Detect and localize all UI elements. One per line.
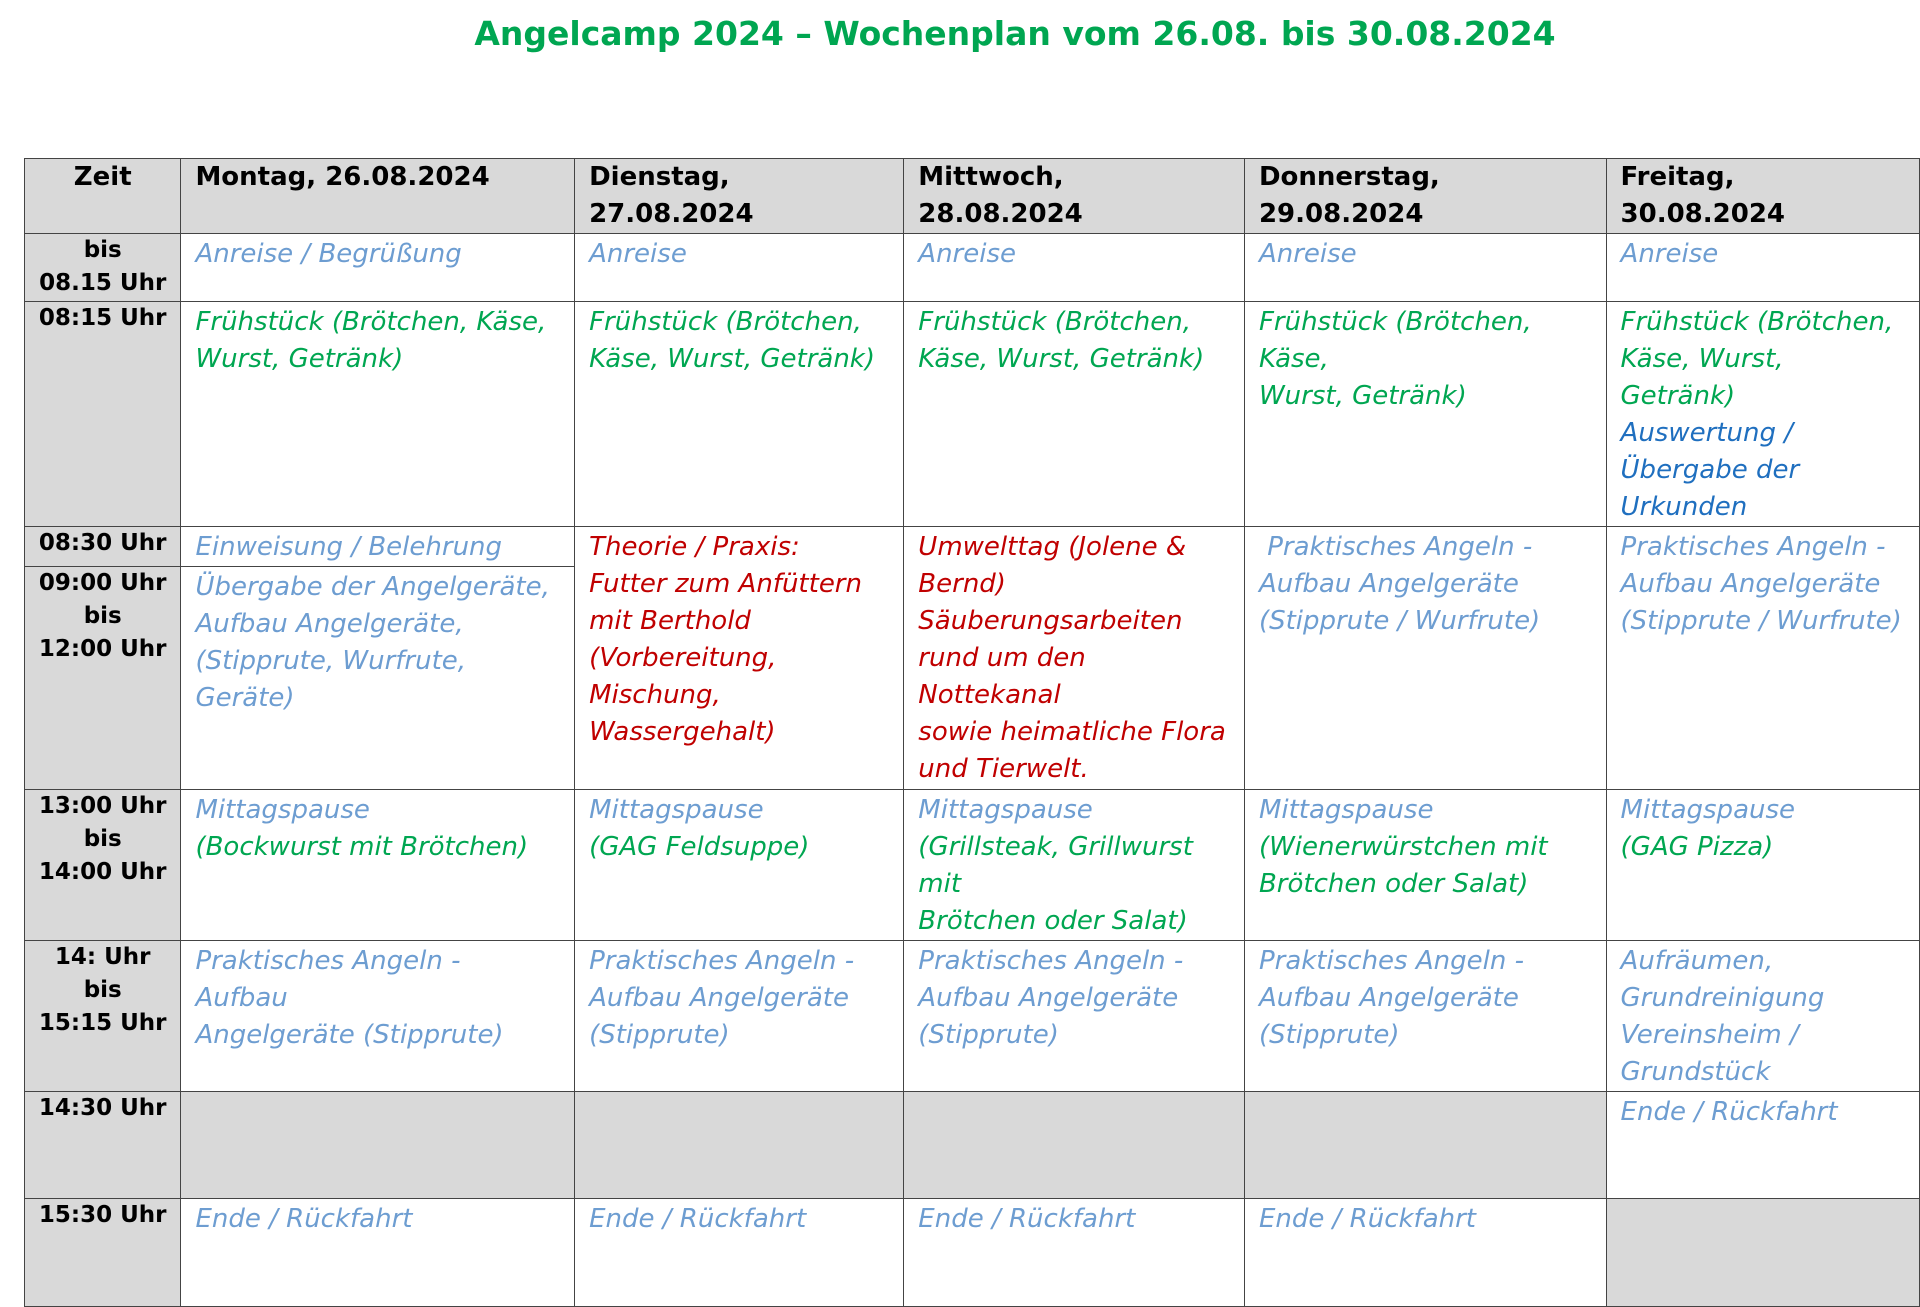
text-line: Praktisches Angeln - [1258, 532, 1533, 562]
cell-lunch-friday [1606, 790, 1919, 941]
text-line: Praktisches Angeln - [1258, 946, 1524, 976]
text-line: Futter zum Anfüttern [589, 569, 862, 599]
header-day-friday: Freitag, 30.08.2024 [1606, 159, 1919, 234]
empty-cell [575, 1092, 904, 1199]
text-line: (Stipprute / Wurfrute) [1258, 606, 1541, 636]
text-line: Praktisches Angeln - [1620, 532, 1886, 562]
row-afternoon [25, 941, 1920, 1092]
text-line: Bernd) [918, 569, 1006, 599]
text-line: Praktisches Angeln - [589, 946, 855, 976]
cell-morning-thursday [1244, 527, 1606, 790]
cell-end-thursday: Ende / Rückfahrt [1244, 1199, 1606, 1307]
cell-arrival-monday: Anreise / Begrüßung [181, 234, 575, 302]
empty-cell [181, 1092, 575, 1199]
cell-arrival-friday: Anreise [1606, 234, 1919, 302]
row-breakfast [25, 302, 1920, 527]
header-row [25, 159, 1920, 234]
time-line: 14:30 Uhr [38, 1095, 167, 1121]
time-cell [25, 234, 181, 302]
page-title: Angelcamp 2024 – Wochenplan vom 26.08. bis 30.08.2024 [474, 14, 1556, 53]
time-line: 15:15 Uhr [38, 1010, 167, 1036]
header-day-thursday: Donnerstag, 29.08.2024 [1244, 159, 1606, 234]
cell-afternoon-wednesday [904, 941, 1245, 1092]
text-line: (GAG Feldsuppe) [589, 832, 810, 862]
time-line: 14:00 Uhr [38, 859, 167, 885]
text-line: (GAG Pizza) [1620, 832, 1774, 862]
time-line: 12:00 Uhr [38, 636, 167, 662]
text-line: (Grillsteak, Grillwurst mit [918, 832, 1193, 899]
text-line: Grundstück [1620, 1057, 1771, 1087]
text-line: Säuberungsarbeiten [918, 606, 1183, 636]
cell-end-tuesday: Ende / Rückfahrt [575, 1199, 904, 1307]
text-line: und Tierwelt. [918, 754, 1089, 784]
cell-morning-monday [181, 567, 575, 790]
text-line: Mittagspause [1258, 795, 1434, 825]
cell-morning-tuesday [575, 527, 904, 790]
cell-arrival-wednesday: Anreise [904, 234, 1245, 302]
time-line: bis [83, 237, 122, 263]
empty-cell [1606, 1199, 1919, 1307]
text-line: Grundreinigung [1620, 983, 1825, 1013]
text-line: Aufbau Angelgeräte [1258, 983, 1519, 1013]
text-line: Mittagspause [195, 795, 370, 825]
time-cell [25, 1092, 181, 1199]
text-line: Auswertung / [1620, 418, 1793, 448]
cell-arrival-thursday: Anreise [1244, 234, 1606, 302]
cell-breakfast-monday [181, 302, 575, 527]
time-cell [25, 567, 181, 790]
row-1530 [25, 1199, 1920, 1307]
cell-morning-friday [1606, 527, 1919, 790]
text-line: Frühstück (Brötchen, [589, 307, 862, 337]
cell-breakfast-wednesday [904, 302, 1245, 527]
row-lunch [25, 790, 1920, 941]
empty-cell [904, 1092, 1245, 1199]
text-line: (Stipprute) [589, 1020, 730, 1050]
time-cell [25, 790, 181, 941]
text-line: Übergabe der Angelgeräte, [195, 572, 550, 602]
text-line: (Stipprute) [918, 1020, 1059, 1050]
text-line: Aufbau Angelgeräte, [195, 609, 464, 639]
text-line: (Stipprute) [1258, 1020, 1400, 1050]
row-arrival [25, 234, 1920, 302]
text-line: Urkunden [1620, 492, 1748, 522]
cell-afternoon-tuesday [575, 941, 904, 1092]
text-line: Wassergehalt) [589, 717, 776, 747]
cell-afternoon-thursday [1244, 941, 1606, 1092]
text-line: Umwelttag (Jolene & [918, 532, 1187, 562]
cell-afternoon-monday [181, 941, 575, 1092]
time-line: 14: Uhr [54, 944, 151, 970]
header-zeit: Zeit [25, 159, 181, 234]
text-line: mit Berthold [589, 606, 751, 636]
text-line: Aufbau Angelgeräte [589, 983, 849, 1013]
text-line: Mittagspause [1620, 795, 1796, 825]
cell-breakfast-thursday [1244, 302, 1606, 527]
schedule-table [24, 158, 1920, 1307]
row-briefing [25, 527, 1920, 567]
time-cell [25, 941, 181, 1092]
cell-afternoon-friday [1606, 941, 1919, 1092]
cell-morning-wednesday [904, 527, 1245, 790]
text-line: Mischung, [589, 680, 721, 710]
cell-breakfast-tuesday [575, 302, 904, 527]
text-line: Käse, Wurst, Getränk) [1620, 344, 1784, 411]
text-line: Aufbau Angelgeräte [918, 983, 1179, 1013]
text-line: Frühstück (Brötchen, Käse, [1258, 307, 1532, 374]
time-cell [25, 527, 181, 567]
time-cell [25, 302, 181, 527]
cell-lunch-thursday [1244, 790, 1606, 941]
header-day-monday: Montag, 26.08.2024 [181, 159, 575, 234]
text-line: Wurst, Getränk) [1258, 381, 1467, 411]
empty-cell [1244, 1092, 1606, 1199]
time-line: 13:00 Uhr [38, 793, 167, 819]
text-line: Theorie / Praxis: [589, 532, 800, 562]
time-line: 08:30 Uhr [38, 530, 167, 556]
cell-lunch-wednesday [904, 790, 1245, 941]
text-line: (Bockwurst mit Brötchen) [195, 832, 529, 862]
time-line: bis [83, 826, 122, 852]
time-line: 08.15 Uhr [39, 270, 167, 296]
header-day-tuesday: Dienstag, 27.08.2024 [575, 159, 904, 234]
text-line: Angelgeräte (Stipprute) [195, 1020, 504, 1050]
text-line: Praktisches Angeln - Aufbau [195, 946, 461, 1013]
text-line: Wurst, Getränk) [195, 344, 404, 374]
text-line: (Wienerwürstchen mit [1258, 832, 1548, 862]
time-cell [25, 1199, 181, 1307]
cell-end-friday: Ende / Rückfahrt [1606, 1092, 1919, 1199]
text-line: (Vorbereitung, [589, 643, 777, 673]
text-line: (Stipprute / Wurfrute) [1620, 606, 1902, 636]
time-line: 08:15 Uhr [38, 305, 167, 331]
text-line: Mittagspause [589, 795, 764, 825]
text-line: Praktisches Angeln - [918, 946, 1184, 976]
text-line: Brötchen oder Salat) [1258, 869, 1529, 899]
time-line: bis [83, 977, 122, 1003]
text-line: Käse, Wurst, Getränk) [918, 344, 1205, 374]
text-line: Frühstück (Brötchen, [1620, 307, 1894, 337]
time-line: bis [83, 603, 122, 629]
text-line: Frühstück (Brötchen, [918, 307, 1192, 337]
cell-arrival-tuesday: Anreise [575, 234, 904, 302]
text-line: rund um den Nottekanal [918, 643, 1086, 710]
time-line: 15:30 Uhr [38, 1202, 167, 1228]
text-line: Aufbau Angelgeräte [1620, 569, 1881, 599]
header-day-wednesday: Mittwoch, 28.08.2024 [904, 159, 1245, 234]
cell-briefing-monday: Einweisung / Belehrung [181, 527, 575, 567]
text-line: Mittagspause [918, 795, 1093, 825]
text-line: (Stipprute, Wurfrute, Geräte) [195, 646, 467, 713]
text-line: sowie heimatliche Flora [918, 717, 1226, 747]
text-line: Übergabe der [1620, 455, 1800, 485]
text-line: Frühstück (Brötchen, Käse, [195, 307, 547, 337]
text-line: Vereinsheim / [1620, 1020, 1799, 1050]
text-line: Aufbau Angelgeräte [1258, 569, 1519, 599]
text-line: Aufräumen, [1620, 946, 1774, 976]
time-line: 09:00 Uhr [38, 570, 167, 596]
text-line: Käse, Wurst, Getränk) [589, 344, 876, 374]
row-1430 [25, 1092, 1920, 1199]
cell-breakfast-friday [1606, 302, 1919, 527]
cell-lunch-tuesday [575, 790, 904, 941]
text-line: Brötchen oder Salat) [918, 906, 1188, 936]
cell-end-monday: Ende / Rückfahrt [181, 1199, 575, 1307]
cell-end-wednesday: Ende / Rückfahrt [904, 1199, 1245, 1307]
cell-lunch-monday [181, 790, 575, 941]
